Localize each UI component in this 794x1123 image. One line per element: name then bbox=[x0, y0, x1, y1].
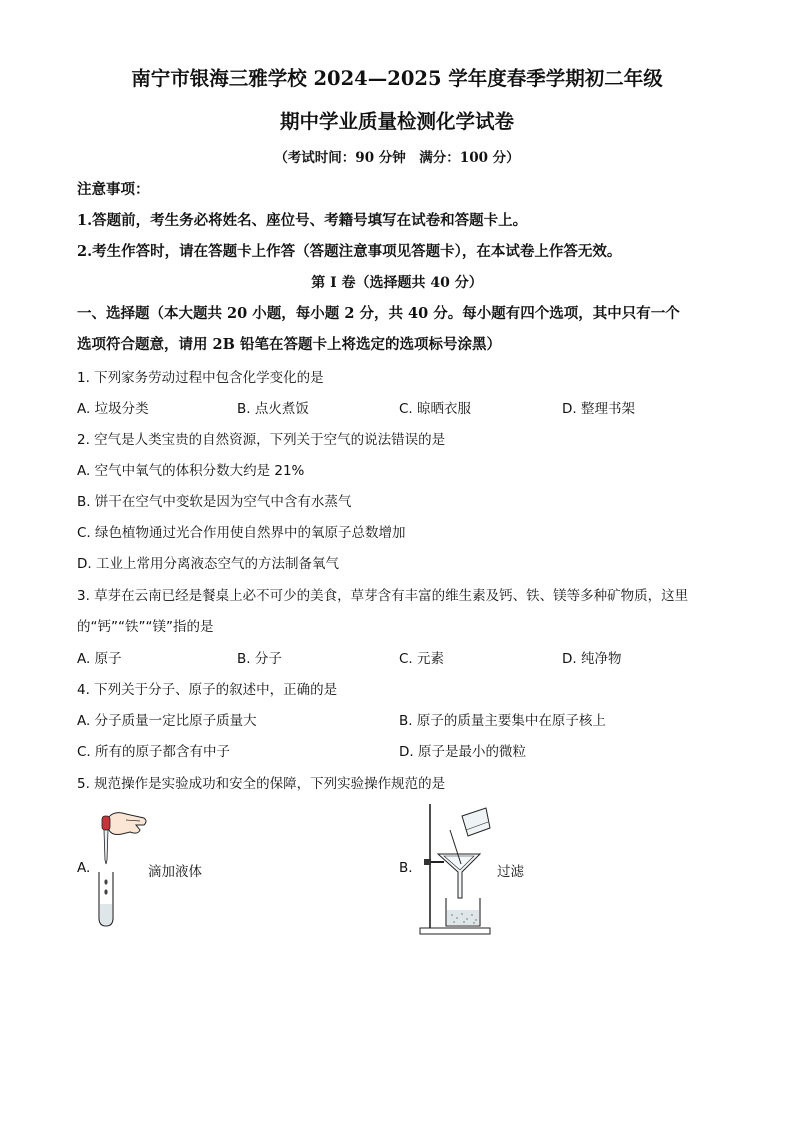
notes-heading: 注意事项： bbox=[77, 181, 150, 198]
question-2-option-a[interactable]: A. 空气中氧气的体积分数大约是 21% bbox=[77, 463, 305, 479]
question-5-option-b-caption: 过滤 bbox=[497, 864, 524, 880]
question-3-option-d[interactable]: D. 纯净物 bbox=[562, 651, 622, 667]
question-5-option-a[interactable]: A. bbox=[77, 860, 91, 876]
question-3-stem-line1: 3. 草芽在云南已经是餐桌上必不可少的美食，草芽含有丰富的维生素及钙、铁、镁等多种矿物质，这里 bbox=[77, 588, 689, 604]
question-4-option-d[interactable]: D. 原子是最小的微粒 bbox=[399, 744, 526, 760]
question-4-option-b[interactable]: B. 原子的质量主要集中在原子核上 bbox=[399, 713, 606, 729]
question-2-option-d[interactable]: D. 工业上常用分离液态空气的方法制备氧气 bbox=[77, 556, 339, 572]
question-5-option-b[interactable]: B. bbox=[399, 860, 413, 876]
exam-title-line2: 期中学业质量检测化学试卷 bbox=[279, 110, 514, 133]
section-instruction-line2: 选项符合题意，请用 2B 铅笔在答题卡上将选定的选项标号涂黑） bbox=[77, 336, 501, 353]
section-instruction-line1: 一、选择题（本大题共 20 小题，每小题 2 分，共 40 分。每小题有四个选项，其中只有一个 bbox=[77, 305, 680, 322]
question-2-option-c[interactable]: C. 绿色植物通过光合作用使自然界中的氧原子总数增加 bbox=[77, 525, 406, 541]
notes-item-1: 1.答题前，考生务必将姓名、座位号、考籍号填写在试卷和答题卡上。 bbox=[77, 212, 528, 229]
question-1-option-c[interactable]: C. 晾晒衣服 bbox=[399, 401, 472, 417]
question-3-option-c[interactable]: C. 元素 bbox=[399, 651, 445, 667]
dropper-test-tube-figure bbox=[92, 808, 150, 930]
question-1-option-d[interactable]: D. 整理书架 bbox=[562, 401, 635, 417]
question-4-stem: 4. 下列关于分子、原子的叙述中，正确的是 bbox=[77, 682, 338, 698]
question-1-stem: 1. 下列家务劳动过程中包含化学变化的是 bbox=[77, 370, 324, 386]
question-2-stem: 2. 空气是人类宝贵的自然资源，下列关于空气的说法错误的是 bbox=[77, 432, 446, 448]
notes-item-2: 2.考生作答时，请在答题卡上作答（答题注意事项见答题卡），在本试卷上作答无效。 bbox=[77, 243, 622, 260]
question-3-option-a[interactable]: A. 原子 bbox=[77, 651, 122, 667]
question-4-option-a[interactable]: A. 分子质量一定比原子质量大 bbox=[77, 713, 257, 729]
question-1-option-b[interactable]: B. 点火煮饭 bbox=[237, 401, 309, 417]
question-2-option-b[interactable]: B. 饼干在空气中变软是因为空气中含有水蒸气 bbox=[77, 494, 352, 510]
section-title: 第 I 卷（选择题共 40 分） bbox=[311, 275, 483, 291]
exam-info: （考试时间：90 分钟 满分：100 分） bbox=[274, 150, 520, 166]
filtration-apparatus-figure bbox=[416, 802, 492, 936]
question-3-option-b[interactable]: B. 分子 bbox=[237, 651, 282, 667]
question-1-option-a[interactable]: A. 垃圾分类 bbox=[77, 401, 149, 417]
question-4-option-c[interactable]: C. 所有的原子都含有中子 bbox=[77, 744, 231, 760]
question-5-option-a-caption: 滴加液体 bbox=[148, 864, 202, 880]
exam-title-line1: 南宁市银海三雅学校 2024—2025 学年度春季学期初二年级 bbox=[131, 67, 663, 90]
question-5-stem: 5. 规范操作是实验成功和安全的保障，下列实验操作规范的是 bbox=[77, 776, 446, 792]
question-3-stem-line2: 的“钙”“铁”“镁”指的是 bbox=[77, 619, 214, 635]
